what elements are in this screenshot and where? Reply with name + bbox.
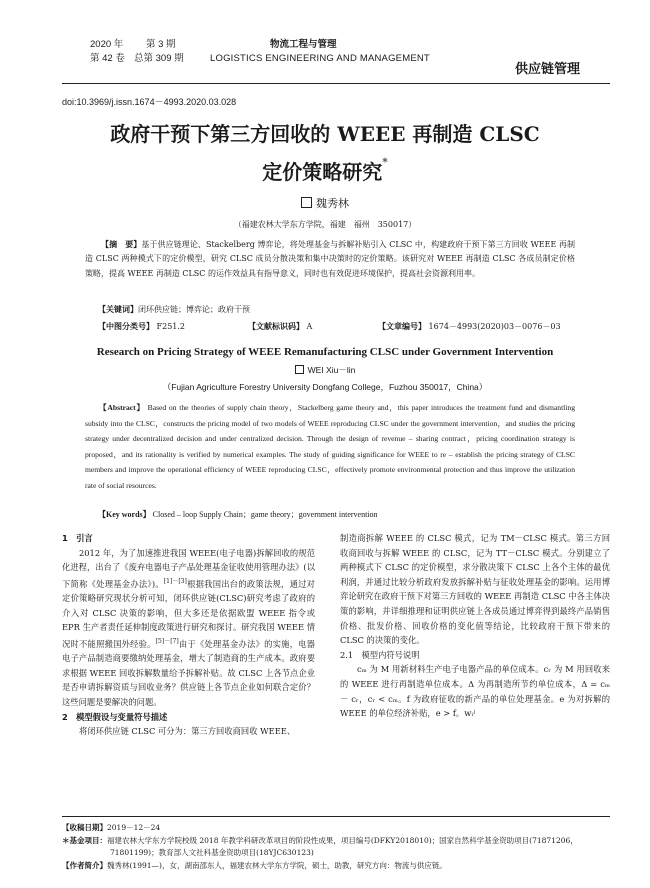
ref-5-7: [5]－[7] — [155, 637, 179, 645]
header-issue: 第 3 期 — [146, 39, 176, 50]
article-number — [378, 321, 561, 332]
author-box-icon — [301, 197, 312, 208]
keywords-en — [98, 509, 378, 520]
paper-title-line1: 政府干预下第三方回收的 WEEE 再制造 CLSC — [110, 122, 540, 146]
title-footnote-mark: * — [382, 156, 388, 169]
author-name: 魏秀林 — [316, 197, 349, 210]
keywords-cn-text: 闭环供应链；博弈论；政府干预 — [138, 305, 250, 314]
section-label: 供应链管理 — [515, 62, 581, 77]
doc-code — [248, 321, 312, 332]
header-total-issue: 总第 309 期 — [134, 53, 184, 64]
section-1-paragraph: 2012 年，为了加速推进我国 WEEE(电子电器)拆解回收的规范化进程，出台了《废弃电器电子产品处理基金征收使用管理办法》(以下简称《处理基金办法》)。[1]－[3]根据我国出台的政策法规，通过对定价策略研究现状分析可知，闭环供应链(CLSC)研究考虑了政府的介入对 CLSC 决策的影响，但大多还是依据欧盟 WEEE 指令或 EPR 生产者责任延伸制度政策进行研究和探讨。研究我国 WEEE 情况时不能照搬国外经验。[5]－[7]由于《处理基金办法》的实施，电器电子产品制造商要缴纳处理基金，增大了制造商的生产成本。政府要求根据 WEEE 回收拆解数量给予拆解补贴。故 CLSC 上各节点企业是否申请拆解资质与回收业务？供应链上各节点企业如何联合定价？这些问题是要解决的问题。 — [62, 547, 315, 708]
body-right-column — [340, 531, 610, 721]
footnotes — [62, 822, 610, 872]
author-en-line — [0, 364, 650, 376]
doc-code-label: 【文献标识码】 — [248, 321, 304, 331]
class-number-label: 【中图分类号】 — [98, 321, 154, 331]
abstract-cn — [85, 237, 575, 281]
paper-title-en: Research on Pricing Strategy of WEEE Remanufacturing CLSC under Government Intervention — [96, 346, 554, 358]
abstract-cn-text: 基于供应链理论、Stackelberg 博弈论，将处理基金与拆解补贴引入 CLSC 中，构建政府干预下第三方回收 WEEE 再制造 CLSC 两种模式下的定价模型，研究 CLSC 成员分散决策和集中决策时的定价策略。该研究对 WEEE 再制造 CLSC 各成员制定价格策略，提高 WEEE 再制造 CLSC 的运作效益具有指导意义，同时也有效促进环境保护，提高社会资源利用率。 — [85, 240, 576, 278]
title-line2-text: 定价策略研究 — [262, 160, 383, 184]
abstract-en — [85, 400, 575, 494]
doi: doi:10.3969/j.issn.1674－4993.2020.03.028 — [62, 97, 237, 107]
right-paragraph-1: 制造商拆解 WEEE 的 CLSC 模式，记为 TM－CLSC 模式。第三方回收商回收与拆解 WEEE 的 CLSC，记为 TT－CLSC 模式。分别建立了两种模式下 CLSC 的定价模型，求分散决策下 CLSC 上各个主体的最优利润，并通过比较分析政府发放拆解补贴与征收处理基金的影响。运用博弈论研究在政府干预下对第三方回收的 WEEE 再制造 CLSC 中各主体决策的影响，并详细推理和证明供应链上各成员通过博弈得到最终产品销售价格、批发价格、回收价格的变化值等结论，比较政府干预下带来的 CLSC 的决策的变化。 — [340, 533, 610, 646]
article-number-label: 【文章编号】 — [378, 321, 426, 331]
section-2-paragraph: 将闭环供应链 CLSC 可分为：第三方回收商回收 WEEE、 — [79, 726, 296, 737]
body-left-column — [62, 531, 315, 739]
abstract-cn-label: 【摘 要】 — [101, 239, 142, 249]
header-rule — [62, 83, 610, 84]
journal-title-cn: 物流工程与管理 — [270, 39, 337, 50]
keywords-cn — [98, 304, 250, 315]
subsection-2-1-paragraph: cₘ 为 M 用新材料生产电子电器产品的单位成本。cᵣ 为 M 用回收来的 WEEE 进行再制造单位成本。Δ 为再制造所节约单位成本，Δ = cₘ － cᵣ，cᵣ < cₘ。f 为政府征收的新产品的单位处理基金。e 为对拆解的 WEEE 的单位经济补贴，e > f。wᵢʲ — [340, 664, 610, 719]
section-2-heading: 2 模型假设与变量符号描述 — [62, 711, 168, 722]
abstract-en-text: Based on the theories of supply chain theory，Stackelberg game theory and，this paper introduces the treatment fund and dismantling subsidy into the CLSC，constructs the pricing model of two models of WEEE reproducing CLSC under the government intervention，and studies the pricing strategy under decentralized decision and under centralized decision. Through the design of revenue – sharing contract，pricing coordination strategy is proposed，and its rationality is verified by numerical examples. The study of guiding significance for WEEE to re – establish the pricing strategy of CLSC members and improve the operational efficiency of WEEE reproducing CLSC，effectively promote environmental protection and thus improve the utilization rate of social resources. — [85, 403, 575, 490]
paper-title-line2 — [0, 156, 650, 185]
header-year: 2020 年 — [90, 39, 124, 50]
keywords-en-label: 【Key words】 — [98, 510, 151, 519]
header-volume: 第 42 卷 — [90, 53, 125, 64]
abstract-en-label: 【Abstract】 — [99, 403, 145, 412]
ref-1-3: [1]－[3] — [163, 577, 187, 585]
keywords-en-text: Closed – loop Supply Chain；game theory；government intervention — [152, 510, 378, 519]
footnote-rule — [62, 816, 610, 817]
author-en-box-icon — [295, 365, 304, 374]
journal-title-en: LOGISTICS ENGINEERING AND MANAGEMENT — [210, 53, 430, 64]
section-1-heading: 1 引言 — [62, 533, 93, 543]
fund-note: ＊基金项目：福建农林大学东方学院校级 2018 年教学科研改革项目的阶段性成果，项目编号(DFKY2018010)；国家自然科学基金资助项目(71871206，71801199)；教育部人文社科基金资助项目(18YJC630123) — [62, 835, 578, 857]
article-number-value: 1674－4993(2020)03－0076－03 — [428, 322, 561, 331]
keywords-cn-label: 【关键词】 — [98, 304, 138, 314]
author-en: WEI Xiu－lin — [307, 365, 356, 375]
author-line — [0, 195, 650, 211]
class-number-value: F251.2 — [156, 322, 185, 331]
affiliation-en: （Fujian Agriculture Forestry University Dongfang College，Fuzhou 350017，China） — [162, 382, 488, 392]
doc-code-value: A — [306, 322, 313, 331]
received-date: 【收稿日期】2019－12－24 — [62, 823, 161, 832]
class-number — [98, 321, 185, 332]
subsection-2-1-heading: 2.1 模型内符号说明 — [340, 649, 420, 660]
affiliation: （福建农林大学东方学院，福建 福州 350017） — [233, 220, 417, 229]
author-bio: 【作者简介】魏秀林(1991—)，女，湖南邵东人，福建农林大学东方学院，硕士，助教，研究方向：物流与供应链。 — [62, 860, 447, 870]
